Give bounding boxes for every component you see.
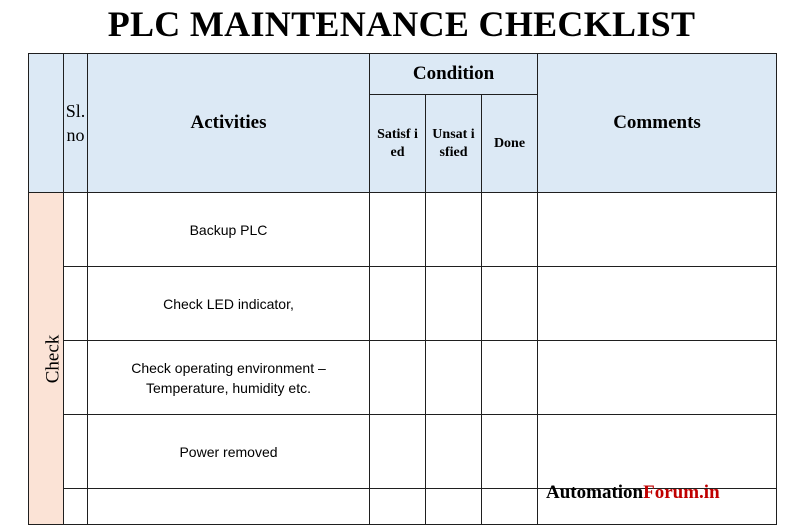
activity-cell [88,193,370,267]
activity-text-line1: Check operating environment – [131,359,326,376]
done-cell[interactable] [482,489,538,525]
unsatisfied-cell[interactable] [426,489,482,525]
activity-text-line2: Temperature, humidity etc. [146,379,311,396]
satisfied-cell[interactable] [370,341,426,415]
unsatisfied-cell[interactable] [426,193,482,267]
header-unsatisfied [426,95,482,193]
unsatisfied-cell[interactable] [426,415,482,489]
header-row-top [29,54,777,95]
unsatisfied-cell[interactable] [426,267,482,341]
header-activities: Activities [88,54,370,193]
watermark-logo [546,482,720,504]
comments-cell[interactable] [538,341,777,415]
watermark-part2: Forum.in [643,482,720,503]
table-row [29,267,777,341]
activity-cell [88,341,370,415]
header-section-column [29,54,64,193]
table-row [29,193,777,267]
sl-no-cell[interactable] [64,341,88,415]
sl-no-cell[interactable] [64,193,88,267]
satisfied-cell[interactable] [370,267,426,341]
activity-text: Power removed [179,443,278,460]
comments-cell[interactable] [538,193,777,267]
sl-no-cell[interactable] [64,415,88,489]
header-satisfied-label: Satisf ied [377,126,418,160]
activity-cell [88,415,370,489]
satisfied-cell[interactable] [370,489,426,525]
header-sl-no: Sl.no [64,54,88,193]
header-comments: Comments [538,54,777,193]
section-label: Check [42,334,64,383]
done-cell[interactable] [482,267,538,341]
done-cell[interactable] [482,193,538,267]
activity-text: Backup PLC [189,221,268,238]
done-cell[interactable] [482,415,538,489]
page-title: PLC MAINTENANCE CHECKLIST [107,4,696,44]
table-row [29,341,777,415]
header-satisfied [370,95,426,193]
activity-cell [88,267,370,341]
activity-cell [88,489,370,525]
satisfied-cell[interactable] [370,193,426,267]
watermark-part1: Automation [546,482,644,503]
unsatisfied-cell[interactable] [426,341,482,415]
header-condition: Condition [370,54,538,95]
header-unsatisfied-label: Unsat isfied [432,126,475,160]
checklist-table [28,53,777,525]
done-cell[interactable] [482,341,538,415]
table-row [29,415,777,489]
header-done: Done [482,95,538,193]
satisfied-cell[interactable] [370,415,426,489]
activity-text: Check LED indicator, [163,295,294,312]
sl-no-cell[interactable] [64,489,88,525]
comments-cell[interactable] [538,267,777,341]
sl-no-cell[interactable] [64,267,88,341]
comments-cell[interactable] [538,415,777,489]
section-cell [29,193,64,525]
